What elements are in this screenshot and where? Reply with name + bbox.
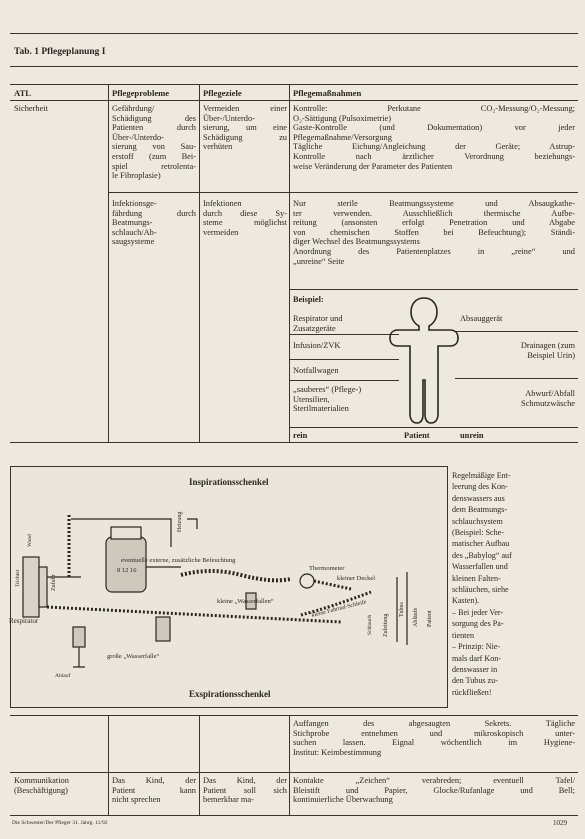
beispiel-right-2: Drainagen (zum Beispiel Urin)	[520, 341, 575, 360]
cont-col-rule-2	[199, 715, 200, 815]
beispiel-left-rule-1	[289, 334, 399, 335]
footer-page-number: 1029	[553, 819, 567, 827]
label-ablauf: Ablauf	[55, 673, 71, 679]
label-respirator: Respirator	[9, 617, 39, 625]
diagram-top-title: Inspirationsschenkel	[189, 477, 269, 487]
col-rule-1	[108, 84, 109, 442]
ventilator-schematic	[11, 467, 447, 707]
row1-probleme-a: Gefährdung/ Schädigung des Patienten durch Über-/Unterdo- sierung von Sau- erstoff (zum Bei- spiel retrolenta- le Fibroplasie)	[112, 104, 196, 181]
ventilator-diagram-box	[10, 466, 448, 708]
label-flow: kleine Fahrrad-Schleife	[311, 599, 368, 619]
label-wand: Wand	[27, 534, 33, 547]
footer-rule	[10, 815, 578, 816]
row1-massnahmen-a: Kontrolle: Perkutane CO₂-Messung/O₂-Messung; O₂-Sättigung (Pulsoximetrie) Gaste-Kontrolle (und Dokumentation) vor jeder Pflegemaßnahme/Versorgung Tägliche Eichung/Angleichung der Geräte; Astrup- Kontrolle nach ärztlicher Verordnung beziehungs- weise Veränderung der Parameter des Patienten	[293, 104, 575, 171]
header-massnahmen: Pflegemaßnahmen	[293, 88, 362, 98]
row2-atl: Kommunikation (Beschäftigung)	[14, 776, 69, 795]
label-deckel: kleiner Deckel	[337, 575, 376, 582]
beispiel-unrein: unrein	[460, 431, 484, 440]
label-thermometer: Thermometer	[309, 565, 345, 572]
cont-top-rule	[10, 715, 578, 716]
label-num: 8 12 16	[117, 567, 137, 574]
header-top-rule	[10, 84, 578, 85]
row1-ziele-a: Vermeiden einer Über-/Unterdo- sierung, um eine Schädigung zu verhüten	[203, 104, 287, 152]
beispiel-patient: Patient	[404, 431, 430, 440]
header-bottom-rule	[10, 100, 578, 101]
label-tubus: Tubus	[399, 602, 405, 617]
top-rule	[10, 33, 578, 34]
beispiel-left-2: Infusion/ZVK	[293, 341, 341, 350]
beispiel-top-rule	[289, 289, 578, 290]
label-wasserfalle-klein: kleine „Wasserfallen“	[217, 598, 274, 605]
table-title: Tab. 1 Pflegeplanung I	[14, 47, 106, 57]
row1-atl: Sicherheit	[14, 104, 48, 113]
row2-probleme: Das Kind, der Patient kann nicht sprechen	[112, 776, 196, 805]
label-zuleitung: Zuleitung	[383, 613, 389, 637]
label-zufuhr: Zufuhr	[51, 574, 57, 591]
beispiel-right-rule-2	[455, 378, 578, 379]
col-rule-2	[199, 84, 200, 442]
table-break-rule	[10, 442, 578, 443]
diagram-bottom-title: Exspirationsschenkel	[189, 689, 271, 699]
col-rule-3	[289, 84, 290, 442]
label-heizung: Heizung	[177, 511, 183, 532]
diagram-side-note: Regelmäßige Ent- leerung des Kon- denswassers aus dem Beatmungs- schlauchsystem (Beispiel: Sche- matischer Aufbau des „Babylog“ auf Wasserfallen und kleinen Falten- schläuchen, siehe Kasten). – Bei jeder Ver- sorgung des Pa- tienten – Prinzip: Nie- mals darf Kon- denswasser in den Tubus zu- rückfließen!	[452, 471, 512, 697]
beispiel-left-rule-2	[289, 359, 399, 360]
row1-massnahmen-b: Nur sterile Beatmungssysteme und Absaugkathe- ter verwenden. Ausschließlich thermische Aufbe- reitung (ansonsten erfolgt Penetration und Abgabe von chemischen Stoffen bei Befeuchtung); Ständi- diger Wechsel des Beatmungssystems Anordnung des Patientenplatzes in „reine“ und „unreine“ Seite	[293, 199, 575, 266]
row1-ziele-b: Infektionen durch diese Sy- steme möglichst vermeiden	[203, 199, 287, 237]
beispiel-right-3: Abwurf/Abfall Schmutzwäsche	[521, 389, 575, 408]
beispiel-label: Beispiel:	[293, 295, 324, 304]
header-atl: ATL	[14, 88, 32, 98]
cont-col-rule-3	[289, 715, 290, 815]
title-rule	[10, 66, 578, 67]
label-ablaeufe: Abläufe	[413, 607, 419, 627]
label-wasserfalle-gross: große „Wasserfalle“	[107, 653, 160, 660]
label-trichter: Trichter	[15, 569, 21, 587]
footer-journal: Die Schwester/Der Pfleger 31. Jahrg. 11/92	[12, 820, 108, 826]
label-befeuchtung: eventuelle externe, zusätzliche Befeuchtung	[121, 557, 236, 564]
beispiel-left-4: „sauberes“ (Pflege-) Utensilien, Sterilmaterialien	[293, 385, 362, 414]
beispiel-right-rule-1	[455, 331, 578, 332]
label-patient: Patient	[427, 610, 433, 627]
row2-massnahmen: Kontakte „Zeichen“ verabreden; eventuell Tafel/ Bleistift und Papier, Glocke/Rufanlage und Bell; kontinuierliche Überwachung	[293, 776, 575, 805]
header-probleme: Pflegeprobleme	[112, 88, 170, 98]
row1-probleme-b: Infektionsge- fährdung durch Beatmungs- schlauch/Ab- saugsysteme	[112, 199, 196, 247]
row1-sub-rule	[108, 192, 578, 193]
row2-top-rule	[10, 772, 578, 773]
beispiel-bottom-rule	[289, 427, 578, 428]
patient-figure-icon	[388, 296, 460, 426]
beispiel-left-rule-3	[289, 380, 399, 381]
cont-col-rule-1	[108, 715, 109, 815]
label-schlauch: Schlauch	[367, 614, 373, 635]
cont-massnahmen: Auffangen des abgesaugten Sekrets. Tägliche Stichprobe entnehmen und mikroskopisch unter- suchen lassen. Eignal wöchentlich im Hygiene- Institut: Keimbestimmung	[293, 719, 575, 757]
beispiel-left-1: Respirator und Zusatzgeräte	[293, 314, 343, 333]
header-ziele: Pflegeziele	[203, 88, 242, 98]
beispiel-left-3: Notfallwagen	[293, 366, 339, 375]
beispiel-right-1: Absauggerät	[460, 314, 503, 323]
beispiel-rein: rein	[293, 431, 308, 440]
row2-ziele: Das Kind, der Patient soll sich bemerkbar ma-	[203, 776, 287, 805]
